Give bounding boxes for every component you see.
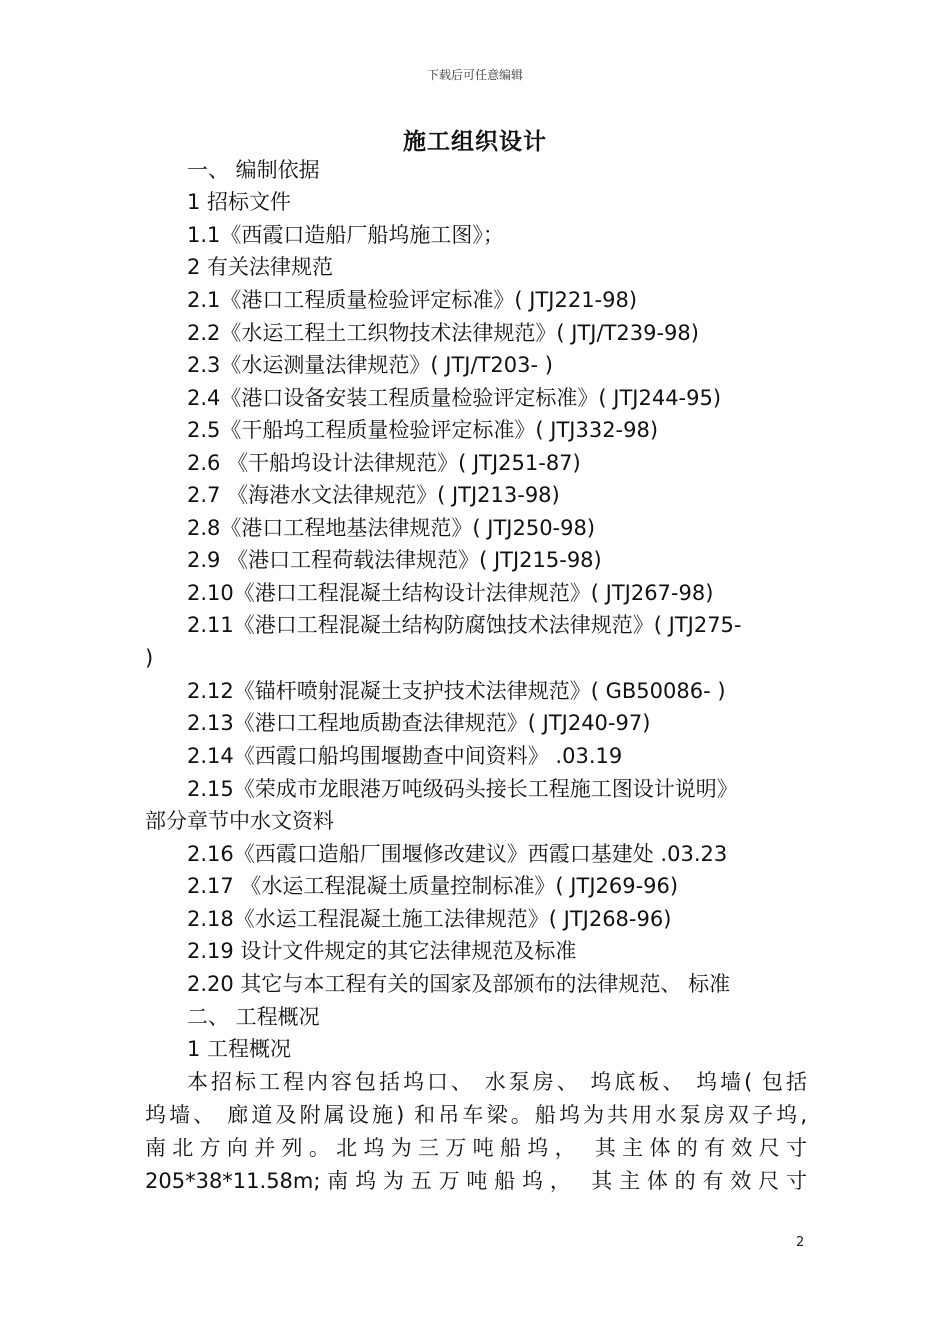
list-item: 2.16《西霞口造船厂围堰修改建议》西霞口基建处 .03.23 xyxy=(187,842,728,866)
list-item: 2.10《港口工程混凝土结构设计法律规范》( JTJ267-98) xyxy=(187,581,714,605)
document-title: 施工组织设计 xyxy=(403,129,547,155)
list-item: 2.1《港口工程质量检验评定标准》( JTJ221-98) xyxy=(187,288,638,312)
list-item: 2.3《水运测量法律规范》( JTJ/T203- ) xyxy=(187,353,553,377)
section-heading: 一、 编制依据 xyxy=(187,158,320,182)
page-header: 下载后可任意编辑 xyxy=(426,68,523,82)
list-item: 2.6 《干船坞设计法律规范》( JTJ251-87) xyxy=(187,451,581,475)
paragraph-line: 南北方向并列。北坞为三万吨船坞， 其主体的有效尺寸 xyxy=(145,1136,807,1160)
paragraph-line: 本招标工程内容包括坞口、 水泵房、 坞底板、 坞墙( 包括 xyxy=(187,1070,807,1094)
list-item: 2.15《荣成市龙眼港万吨级码头接长工程施工图设计说明》 xyxy=(187,777,738,801)
list-item-continuation: ) xyxy=(145,646,154,670)
list-item: 2.19 设计文件规定的其它法律规范及标准 xyxy=(187,939,577,963)
section-heading: 二、 工程概况 xyxy=(187,1005,320,1029)
list-item: 2.20 其它与本工程有关的国家及部颁布的法律规范、 标准 xyxy=(187,972,731,996)
list-item: 2.9 《港口工程荷载法律规范》( JTJ215-98) xyxy=(187,548,602,572)
list-item: 2.17 《水运工程混凝土质量控制标准》( JTJ269-96) xyxy=(187,874,679,898)
list-item: 2.18《水运工程混凝土施工法律规范》( JTJ268-96) xyxy=(187,907,672,931)
list-item: 2.8《港口工程地基法律规范》( JTJ250-98) xyxy=(187,516,596,540)
paragraph-line: 坞墙、 廊道及附属设施) 和吊车梁。船坞为共用水泵房双子坞, xyxy=(145,1103,807,1127)
page-number: 2 xyxy=(796,1235,805,1250)
list-item-continuation: 部分章节中水文资料 xyxy=(145,809,334,833)
list-item: 2.14《西霞口船坞围堰勘查中间资料》 .03.19 xyxy=(187,744,623,768)
list-item: 2.2《水运工程土工织物技术法律规范》( JTJ/T239-98) xyxy=(187,321,699,345)
list-item: 2.13《港口工程地质勘查法律规范》( JTJ240-97) xyxy=(187,711,651,735)
list-item: 2.7 《海港水文法律规范》( JTJ213-98) xyxy=(187,483,560,507)
list-item: 2.4《港口设备安装工程质量检验评定标准》( JTJ244-95) xyxy=(187,386,722,410)
subsection-heading: 2 有关法律规范 xyxy=(187,255,334,279)
subsection-heading: 1 工程概况 xyxy=(187,1037,292,1061)
list-item: 1.1《西霞口造船厂船坞施工图》； xyxy=(187,223,504,247)
paragraph-line: 205*38*11.58m;南坞为五万吨船坞， 其主体的有效尺寸 xyxy=(145,1169,807,1193)
list-item: 2.11《港口工程混凝土结构防腐蚀技术法律规范》( JTJ275- xyxy=(187,613,742,637)
subsection-heading: 1 招标文件 xyxy=(187,190,292,214)
list-item: 2.5《干船坞工程质量检验评定标准》( JTJ332-98) xyxy=(187,418,659,442)
list-item: 2.12《锚杆喷射混凝土支护技术法律规范》( GB50086- ) xyxy=(187,679,726,703)
